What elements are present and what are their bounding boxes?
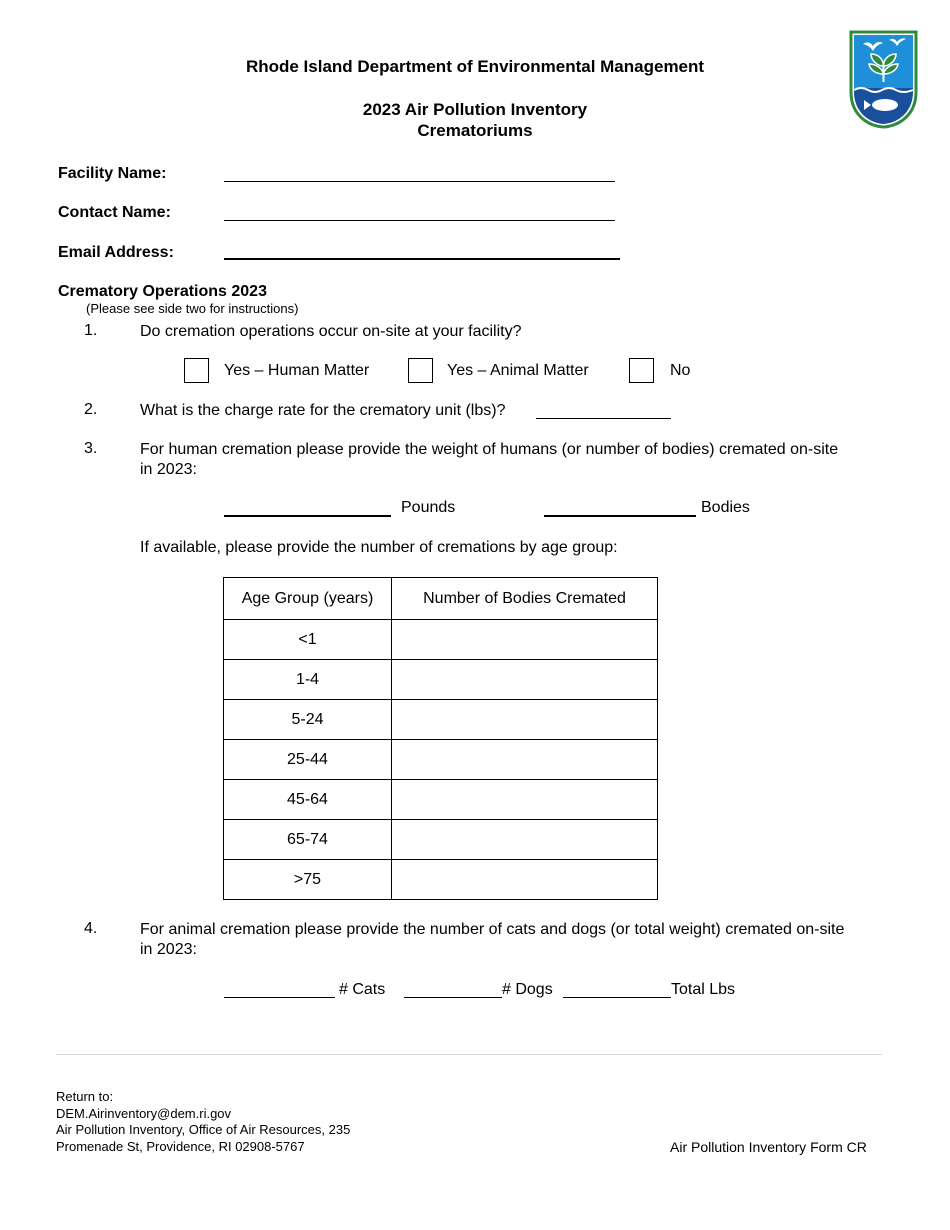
bodies-cremated-input[interactable]	[392, 819, 661, 860]
age-group-table	[223, 577, 658, 900]
bodies-cremated-cell[interactable]	[392, 780, 658, 820]
age-group-cell: 1-4	[224, 660, 392, 700]
q3-text-line1: For human cremation please provide the weight of humans (or number of bodies) cremated on-site	[140, 441, 839, 458]
bodies-cremated-input[interactable]	[392, 779, 661, 820]
age-group-cell: 65-74	[224, 820, 392, 860]
charge-rate-field[interactable]	[536, 397, 675, 419]
bodies-cremated-cell[interactable]	[392, 740, 658, 780]
age-group-intro: If available, please provide the number of cremations by age group:	[140, 539, 618, 556]
age-group-cell: >75	[224, 860, 392, 900]
q4-number: 4.	[84, 920, 98, 937]
age-group-header: Age Group (years)	[224, 578, 392, 620]
yes-animal-checkbox[interactable]	[408, 358, 433, 383]
section-note: (Please see side two for instructions)	[86, 301, 299, 316]
bodies-cremated-cell[interactable]	[392, 660, 658, 700]
pounds-field[interactable]	[224, 494, 395, 516]
table-row	[224, 700, 658, 740]
age-group-cell: 45-64	[224, 780, 392, 820]
dogs-field[interactable]	[404, 976, 506, 998]
age-group-cell: <1	[224, 620, 392, 660]
bodies-cremated-cell[interactable]	[392, 700, 658, 740]
contact-name-label: Contact Name:	[58, 204, 171, 221]
yes-animal-label: Yes – Animal Matter	[447, 362, 589, 379]
footer-return-block	[56, 1089, 350, 1155]
form-subtitle: Crematoriums	[417, 121, 533, 140]
footer-divider	[56, 1054, 882, 1055]
bodies-cremated-cell[interactable]	[392, 820, 658, 860]
table-row	[224, 780, 658, 820]
bodies-cremated-input[interactable]	[392, 859, 661, 900]
email-address-field[interactable]	[224, 238, 624, 260]
q3-number: 3.	[84, 440, 98, 457]
table-header-row	[224, 578, 658, 620]
total-lbs-label: Total Lbs	[671, 981, 736, 998]
bodies-cremated-input[interactable]	[392, 659, 661, 700]
return-address-line2: Promenade St, Providence, RI 02908-5767	[56, 1138, 305, 1154]
q4-text-line2: in 2023:	[140, 941, 197, 958]
return-address-line1: Air Pollution Inventory, Office of Air Resources, 235	[56, 1122, 351, 1137]
agency-name: Rhode Island Department of Environmental Management	[245, 57, 705, 76]
section-heading: Crematory Operations 2023	[58, 283, 267, 300]
bodies-cremated-cell[interactable]	[392, 860, 658, 900]
no-checkbox[interactable]	[629, 358, 654, 383]
cats-field[interactable]	[224, 976, 339, 998]
return-to-label: Return to:	[56, 1089, 114, 1104]
form-title: 2023 Air Pollution Inventory	[362, 100, 588, 119]
bodies-cremated-cell[interactable]	[392, 620, 658, 660]
q2-text: What is the charge rate for the crematory unit (lbs)?	[140, 402, 506, 419]
q1-text: Do cremation operations occur on-site at your facility?	[140, 323, 522, 340]
table-row	[224, 620, 658, 660]
bodies-field[interactable]	[544, 494, 700, 516]
dogs-label: # Dogs	[502, 981, 553, 998]
bodies-cremated-input[interactable]	[392, 739, 661, 780]
table-row	[224, 820, 658, 860]
pounds-label: Pounds	[401, 499, 456, 516]
q1-number: 1.	[84, 322, 98, 339]
age-group-cell: 5-24	[224, 700, 392, 740]
age-group-cell: 25-44	[224, 740, 392, 780]
q4-text-line1: For animal cremation please provide the number of cats and dogs (or total weight) cremated on-site	[140, 921, 845, 938]
yes-human-checkbox[interactable]	[184, 358, 209, 383]
yes-human-label: Yes – Human Matter	[224, 362, 370, 379]
table-row	[224, 660, 658, 700]
cats-label: # Cats	[339, 981, 386, 998]
email-address-label: Email Address:	[58, 244, 174, 261]
no-label: No	[670, 362, 691, 379]
q3-text-line2: in 2023:	[140, 461, 197, 478]
return-email: DEM.Airinventory@dem.ri.gov	[56, 1105, 232, 1121]
bodies-label: Bodies	[701, 499, 750, 516]
form-id: Air Pollution Inventory Form CR	[670, 1139, 867, 1155]
table-row	[224, 860, 658, 900]
facility-name-field[interactable]	[224, 160, 619, 182]
contact-name-field[interactable]	[224, 199, 619, 221]
total-lbs-field[interactable]	[563, 976, 675, 998]
q2-number: 2.	[84, 401, 98, 418]
bodies-cremated-input[interactable]	[392, 619, 661, 660]
facility-name-label: Facility Name:	[58, 165, 167, 182]
table-row	[224, 740, 658, 780]
bodies-cremated-input[interactable]	[392, 699, 661, 740]
bodies-cremated-header: Number of Bodies Cremated	[392, 578, 658, 620]
